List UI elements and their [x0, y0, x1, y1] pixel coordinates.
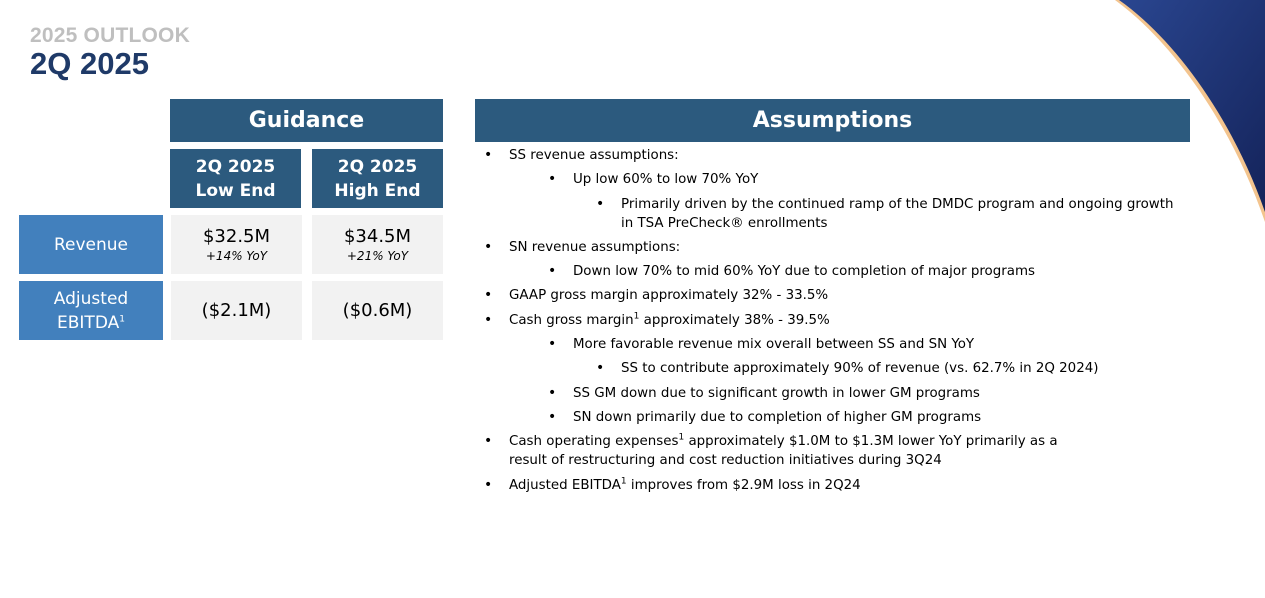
- cell-value: $34.5M: [343, 226, 412, 247]
- row-label-revenue: [19, 215, 163, 274]
- bullet-text: Cash gross margin: [509, 312, 634, 328]
- bullet-item: • Down low 70% to mid 60% YoY due to completion of major programs: [484, 262, 1184, 281]
- footnote-marker: 1: [633, 311, 640, 322]
- revenue-high-end-cell: [312, 215, 443, 274]
- section-kicker: 2025 OUTLOOK: [30, 24, 190, 47]
- revenue-low-end-cell: [171, 215, 302, 274]
- guidance-header: Guidance: [170, 99, 443, 142]
- bullet-item: [484, 476, 1184, 495]
- page-title: 2Q 2025: [30, 46, 149, 81]
- footnote-marker: 1: [119, 313, 125, 324]
- column-header-line: 2Q 2025: [337, 156, 418, 177]
- bullet-text: improves from $2.9M loss in 2Q24: [626, 477, 861, 493]
- bullet-item: • More favorable revenue mix overall between SS and SN YoY: [484, 335, 1184, 354]
- footnote-marker: 1: [620, 476, 627, 487]
- cell-value: $32.5M: [202, 226, 271, 247]
- bullet-item: • SN down primarily due to completion of higher GM programs: [484, 408, 1184, 427]
- bullet-item: • SS GM down due to significant growth in lower GM programs: [484, 384, 1184, 403]
- cell-value: ($2.1M): [201, 300, 272, 321]
- column-header-line: High End: [334, 180, 421, 201]
- bullet-item: • SN revenue assumptions:: [484, 238, 1184, 257]
- cell-yoy: +21% YoY: [346, 249, 409, 263]
- ebitda-low-end-cell: [171, 281, 302, 340]
- cell-yoy: +14% YoY: [205, 249, 268, 263]
- bullet-text: approximately 38% - 39.5%: [639, 312, 830, 328]
- bullet-item: • GAAP gross margin approximately 32% - 33.5%: [484, 286, 1184, 305]
- bullet-item: • Primarily driven by the continued ramp of the DMDC program and ongoing growth in TSA PreCheck® enrollments: [484, 195, 1184, 233]
- column-header-low-end: [170, 149, 301, 208]
- cell-value: ($0.6M): [342, 300, 413, 321]
- assumptions-list: [484, 146, 1184, 500]
- column-header-line: Low End: [195, 180, 276, 201]
- row-label-text: Adjusted: [53, 288, 129, 309]
- column-header-line: 2Q 2025: [195, 156, 276, 177]
- column-header-high-end: [312, 149, 443, 208]
- row-label-text: Revenue: [53, 234, 129, 255]
- footnote-marker: 1: [678, 432, 685, 443]
- bullet-text: Adjusted EBITDA: [509, 477, 621, 493]
- assumptions-header: Assumptions: [475, 99, 1190, 142]
- row-label-text-line2: [57, 311, 125, 335]
- bullet-text: Cash operating expenses: [509, 434, 679, 450]
- bullet-item: • SS to contribute approximately 90% of revenue (vs. 62.7% in 2Q 2024): [484, 359, 1184, 378]
- bullet-item: [484, 311, 1184, 330]
- ebitda-high-end-cell: [312, 281, 443, 340]
- row-label-adjusted-ebitda: [19, 281, 163, 340]
- bullet-text: approximately $1.0M to $1.3M lower YoY primarily as a result of restructuring and cost reduction initiatives during 3Q24: [509, 434, 1058, 469]
- bullet-item: [484, 432, 1184, 470]
- bullet-item: • SS revenue assumptions:: [484, 146, 1184, 165]
- row-label-text: EBITDA: [57, 312, 120, 333]
- bullet-item: • Up low 60% to low 70% YoY: [484, 170, 1184, 189]
